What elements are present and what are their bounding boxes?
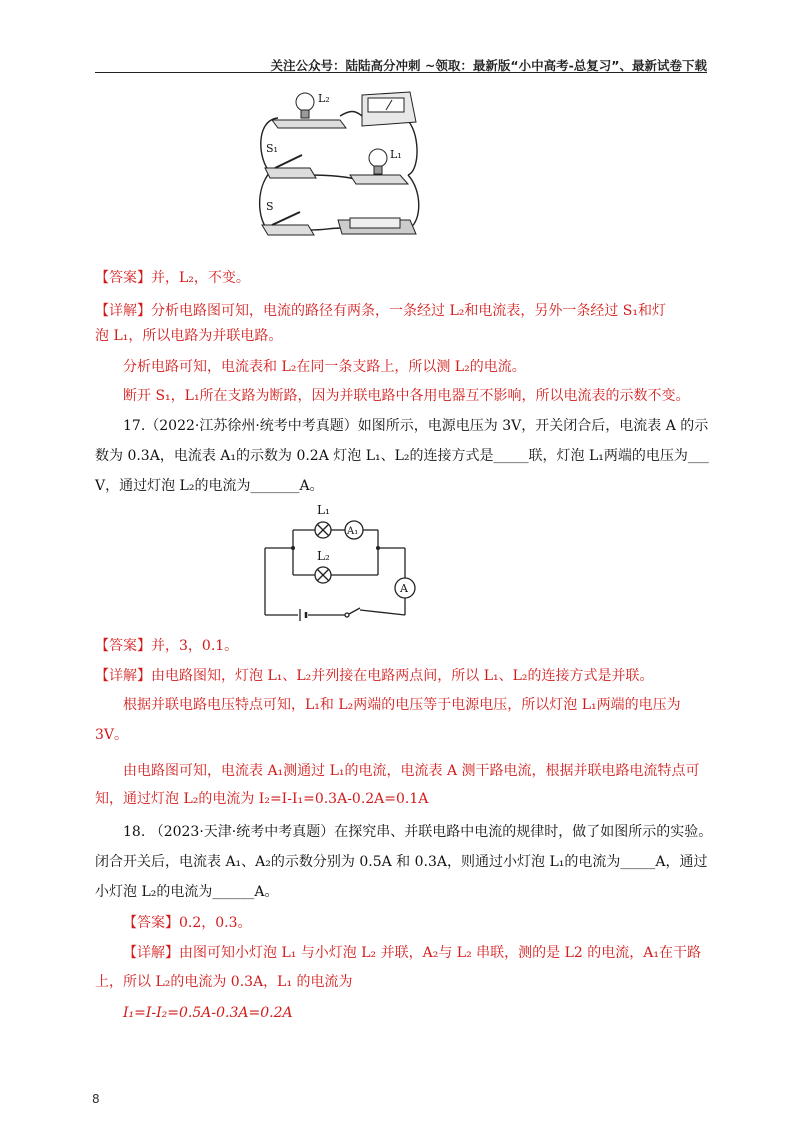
q18-question-line-1: 18. （2023·天津·统考中考真题）在探究串、并联电路中电流的规律时，做了如图所示的实验。 [123,824,713,840]
q16-detail-4: 断开 S₁，L₁所在支路为断路，因为并联电路中各用电器互不影响，所以电流表的示数不变。 [123,388,690,404]
q17-detail-5: 知，通过灯泡 L₂的电流为 I₂=I-I₁=0.3A-0.2A=0.1A [95,791,429,807]
q17-answer: 【答案】并，3，0.1。 [95,638,239,654]
q17-question-line-1: 17.（2022·江苏徐州·统考中考真题）如图所示，电源电压为 3V，开关闭合后，电流表 A 的示 [123,418,709,434]
label-s: S [266,200,274,213]
q18-detail-2: 上，所以 L₂的电流为 0.3A，L₁ 的电流为 [95,974,353,990]
header-divider [95,72,707,73]
label-s1: S₁ [266,142,278,155]
q18-answer: 【答案】0.2，0.3。 [123,915,252,931]
q16-answer: 【答案】并，L₂，不变。 [95,270,250,286]
bulb-l2 [272,93,346,128]
q17-question-line-3: V，通过灯泡 L₂的电流为_______A。 [95,478,324,494]
schematic-label-a: A [400,582,408,595]
physical-circuit-figure [250,80,430,250]
switch-s1 [265,155,316,178]
q17-detail-4: 由电路图可知，电流表 A₁测通过 L₁的电流，电流表 A 测干路电流，根据并联电路电流特点可 [123,763,700,779]
label-l2: L₂ [318,92,330,105]
q17-detail-2: 根据并联电路电压特点可知，L₁和 L₂两端的电压等于电源电压，所以灯泡 L₁两端的电压为 [123,697,681,713]
q18-detail-3: I₁=I-I₂=0.5A-0.3A=0.2A [123,1005,293,1021]
label-l1: L₁ [390,148,402,161]
switch-s [262,212,314,235]
circuit-schematic-figure [260,500,420,625]
q18-question-line-2: 闭合开关后，电流表 A₁、A₂的示数分别为 0.5A 和 0.3A，则通过小灯泡 L₁的电流为_____A，通过 [95,854,708,870]
q16-detail-1: 【详解】分析电路图可知，电流的路径有两条，一条经过 L₂和电流表，另外一条经过 S₁和灯 [95,303,667,319]
schematic-label-l1: L₁ [317,503,330,517]
battery-holder [338,218,416,234]
q17-question-line-2: 数为 0.3A，电流表 A₁的示数为 0.2A 灯泡 L₁、L₂的连接方式是_____联，灯泡 L₁两端的电压为___ [95,448,709,464]
schematic-label-a1: A₁ [347,526,359,537]
q18-question-line-3: 小灯泡 L₂的电流为______A。 [95,884,279,900]
q18-detail-1: 【详解】由图可知小灯泡 L₁ 与小灯泡 L₂ 并联，A₂与 L₂ 串联，测的是 L2 的电流，A₁在干路 [123,945,701,961]
page-header: 关注公众号：陆陆高分冲刺 ~领取：最新版“小中高考-总复习”、最新试卷下载 [270,58,707,73]
q16-detail-3: 分析电路可知，电流表和 L₂在同一条支路上，所以测 L₂的电流。 [123,359,526,375]
schematic-label-l2: L₂ [317,549,330,563]
q16-detail-2: 泡 L₁，所以电路为并联电路。 [95,328,283,344]
q17-detail-3: 3V。 [95,727,129,743]
q17-detail-1: 【详解】由电路图知，灯泡 L₁、L₂并列接在电路两点间，所以 L₁、L₂的连接方式是并联。 [95,668,654,684]
page-number: 8 [92,1092,100,1106]
ammeter-device [362,92,416,126]
